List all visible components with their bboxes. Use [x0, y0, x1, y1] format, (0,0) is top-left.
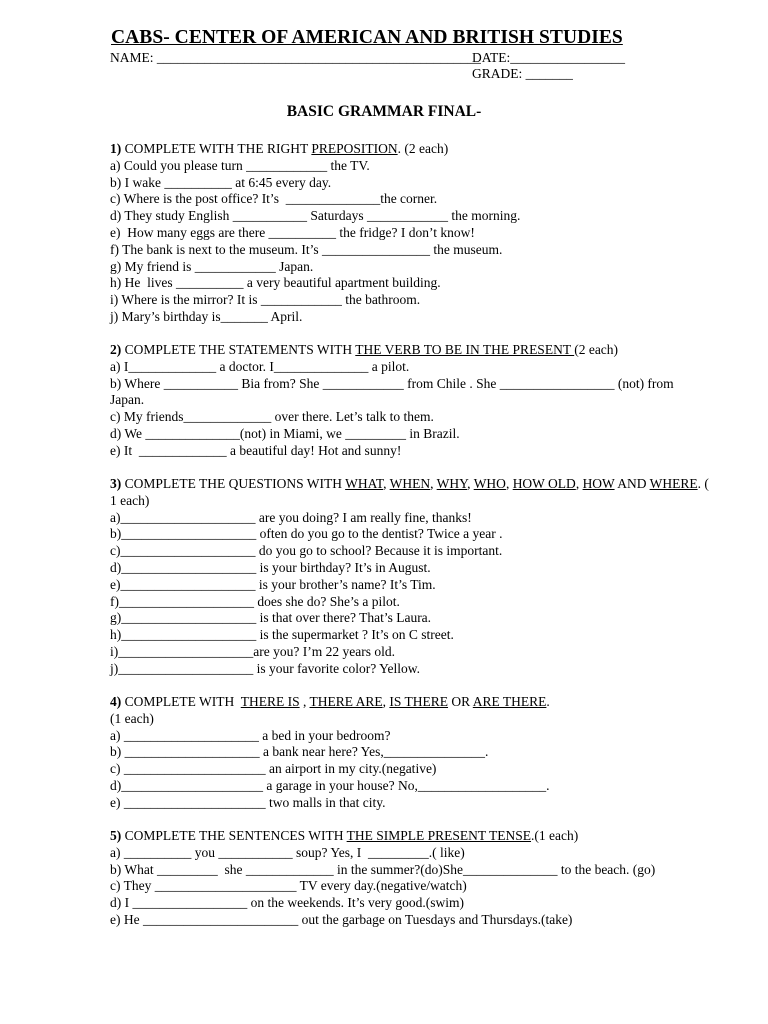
- exercise-item: b) Where ___________ Bia from? She ____________ from Chile . She _________________ (not) from Japan.: [110, 375, 674, 408]
- exercise-item: c) Where is the post office? It’s ______________the corner.: [110, 191, 438, 207]
- exercise-item: e) _____________________ two malls in that city.: [110, 794, 386, 810]
- date-field: DATE:_________________: [472, 50, 625, 65]
- exercise-item: j)____________________ is your favorite color? Yellow.: [110, 660, 420, 676]
- grade-field: GRADE: _______: [472, 66, 573, 81]
- section-4-heading: 4) COMPLETE WITH THERE IS , THERE ARE, IS THERE OR ARE THERE.: [110, 694, 550, 709]
- exercise-item: d) We ______________(not) in Miami, we _________ in Brazil.: [110, 425, 460, 441]
- section-4: [110, 694, 710, 812]
- exercise-item: c) My friends_____________ over there. Let’s talk to them.: [110, 409, 434, 425]
- exercise-item: c)____________________ do you go to school? Because it is important.: [110, 543, 503, 559]
- exercise-item: a) Could you please turn ____________ the TV.: [110, 157, 370, 173]
- exercise-item: i)____________________are you? I’m 22 years old.: [110, 643, 395, 659]
- exercise-item: g) My friend is ____________ Japan.: [110, 258, 314, 274]
- exercise-item: d) I _________________ on the weekends. It’s very good.(swim): [110, 895, 464, 911]
- exercise-item: e) He _______________________ out the garbage on Tuesdays and Thursdays.(take): [110, 911, 573, 927]
- section-4-points: (1 each): [110, 710, 154, 726]
- exercise-item: b)____________________ often do you go to the dentist? Twice a year .: [110, 526, 503, 542]
- exercise-item: g)____________________ is that over there? That’s Laura.: [110, 610, 432, 626]
- section-1-heading: 1) COMPLETE WITH THE RIGHT PREPOSITION. (2 each): [110, 141, 449, 156]
- exam-title: BASIC GRAMMAR FINAL-: [286, 103, 482, 120]
- section-1: [110, 141, 710, 326]
- exercise-item: j) Mary’s birthday is_______ April.: [110, 308, 303, 324]
- exercise-item: c) _____________________ an airport in my city.(negative): [110, 761, 437, 777]
- exercise-item: f)____________________ does she do? She’s a pilot.: [110, 593, 400, 609]
- exercise-item: e)____________________ is your brother’s name? It’s Tim.: [110, 576, 436, 592]
- section-3-heading: 3) COMPLETE THE QUESTIONS WITH WHAT, WHEN, WHY, WHO, HOW OLD, HOW AND WHERE. ( 1 each): [110, 476, 709, 508]
- exercise-item: f) The bank is next to the museum. It’s ________________ the museum.: [110, 241, 503, 257]
- section-5-heading: 5) COMPLETE THE SENTENCES WITH THE SIMPLE PRESENT TENSE.(1 each): [110, 828, 579, 843]
- exercise-item: b) ____________________ a bank near here? Yes,_______________.: [110, 744, 489, 760]
- section-2-heading: 2) COMPLETE THE STATEMENTS WITH THE VERB TO BE IN THE PRESENT (2 each): [110, 342, 619, 357]
- exercise-item: c) They _____________________ TV every day.(negative/watch): [110, 878, 467, 894]
- exercise-item: a) __________ you ___________ soup? Yes, I _________.( like): [110, 844, 465, 860]
- exercise-item: b) I wake __________ at 6:45 every day.: [110, 174, 332, 190]
- section-3: [110, 476, 710, 678]
- exercise-item: a)____________________ are you doing? I am really fine, thanks!: [110, 509, 472, 525]
- exercise-item: e) How many eggs are there __________ the fridge? I don’t know!: [110, 224, 475, 240]
- exercise-item: e) It _____________ a beautiful day! Hot and sunny!: [110, 442, 402, 458]
- exercise-item: a) ____________________ a bed in your bedroom?: [110, 727, 391, 743]
- exercise-item: d)____________________ is your birthday? It’s in August.: [110, 559, 431, 575]
- exercise-item: d)_____________________ a garage in your house? No,___________________.: [110, 777, 550, 793]
- exercise-item: i) Where is the mirror? It is ____________ the bathroom.: [110, 292, 421, 308]
- exercise-item: h) He lives __________ a very beautiful apartment building.: [110, 275, 441, 291]
- exercise-item: b) What _________ she _____________ in the summer?(do)She______________ to the beach. (go): [110, 861, 656, 877]
- section-5: [110, 828, 710, 929]
- exercise-item: h)____________________ is the supermarket ? It’s on C street.: [110, 627, 454, 643]
- school-name: CABS- CENTER OF AMERICAN AND BRITISH STUDIES: [111, 27, 623, 48]
- exercise-item: a) I_____________ a doctor. I______________ a pilot.: [110, 358, 410, 374]
- name-field: NAME: ________________________________________________: [110, 50, 481, 65]
- exercise-item: d) They study English ___________ Saturdays ____________ the morning.: [110, 208, 521, 224]
- section-2: [110, 342, 710, 460]
